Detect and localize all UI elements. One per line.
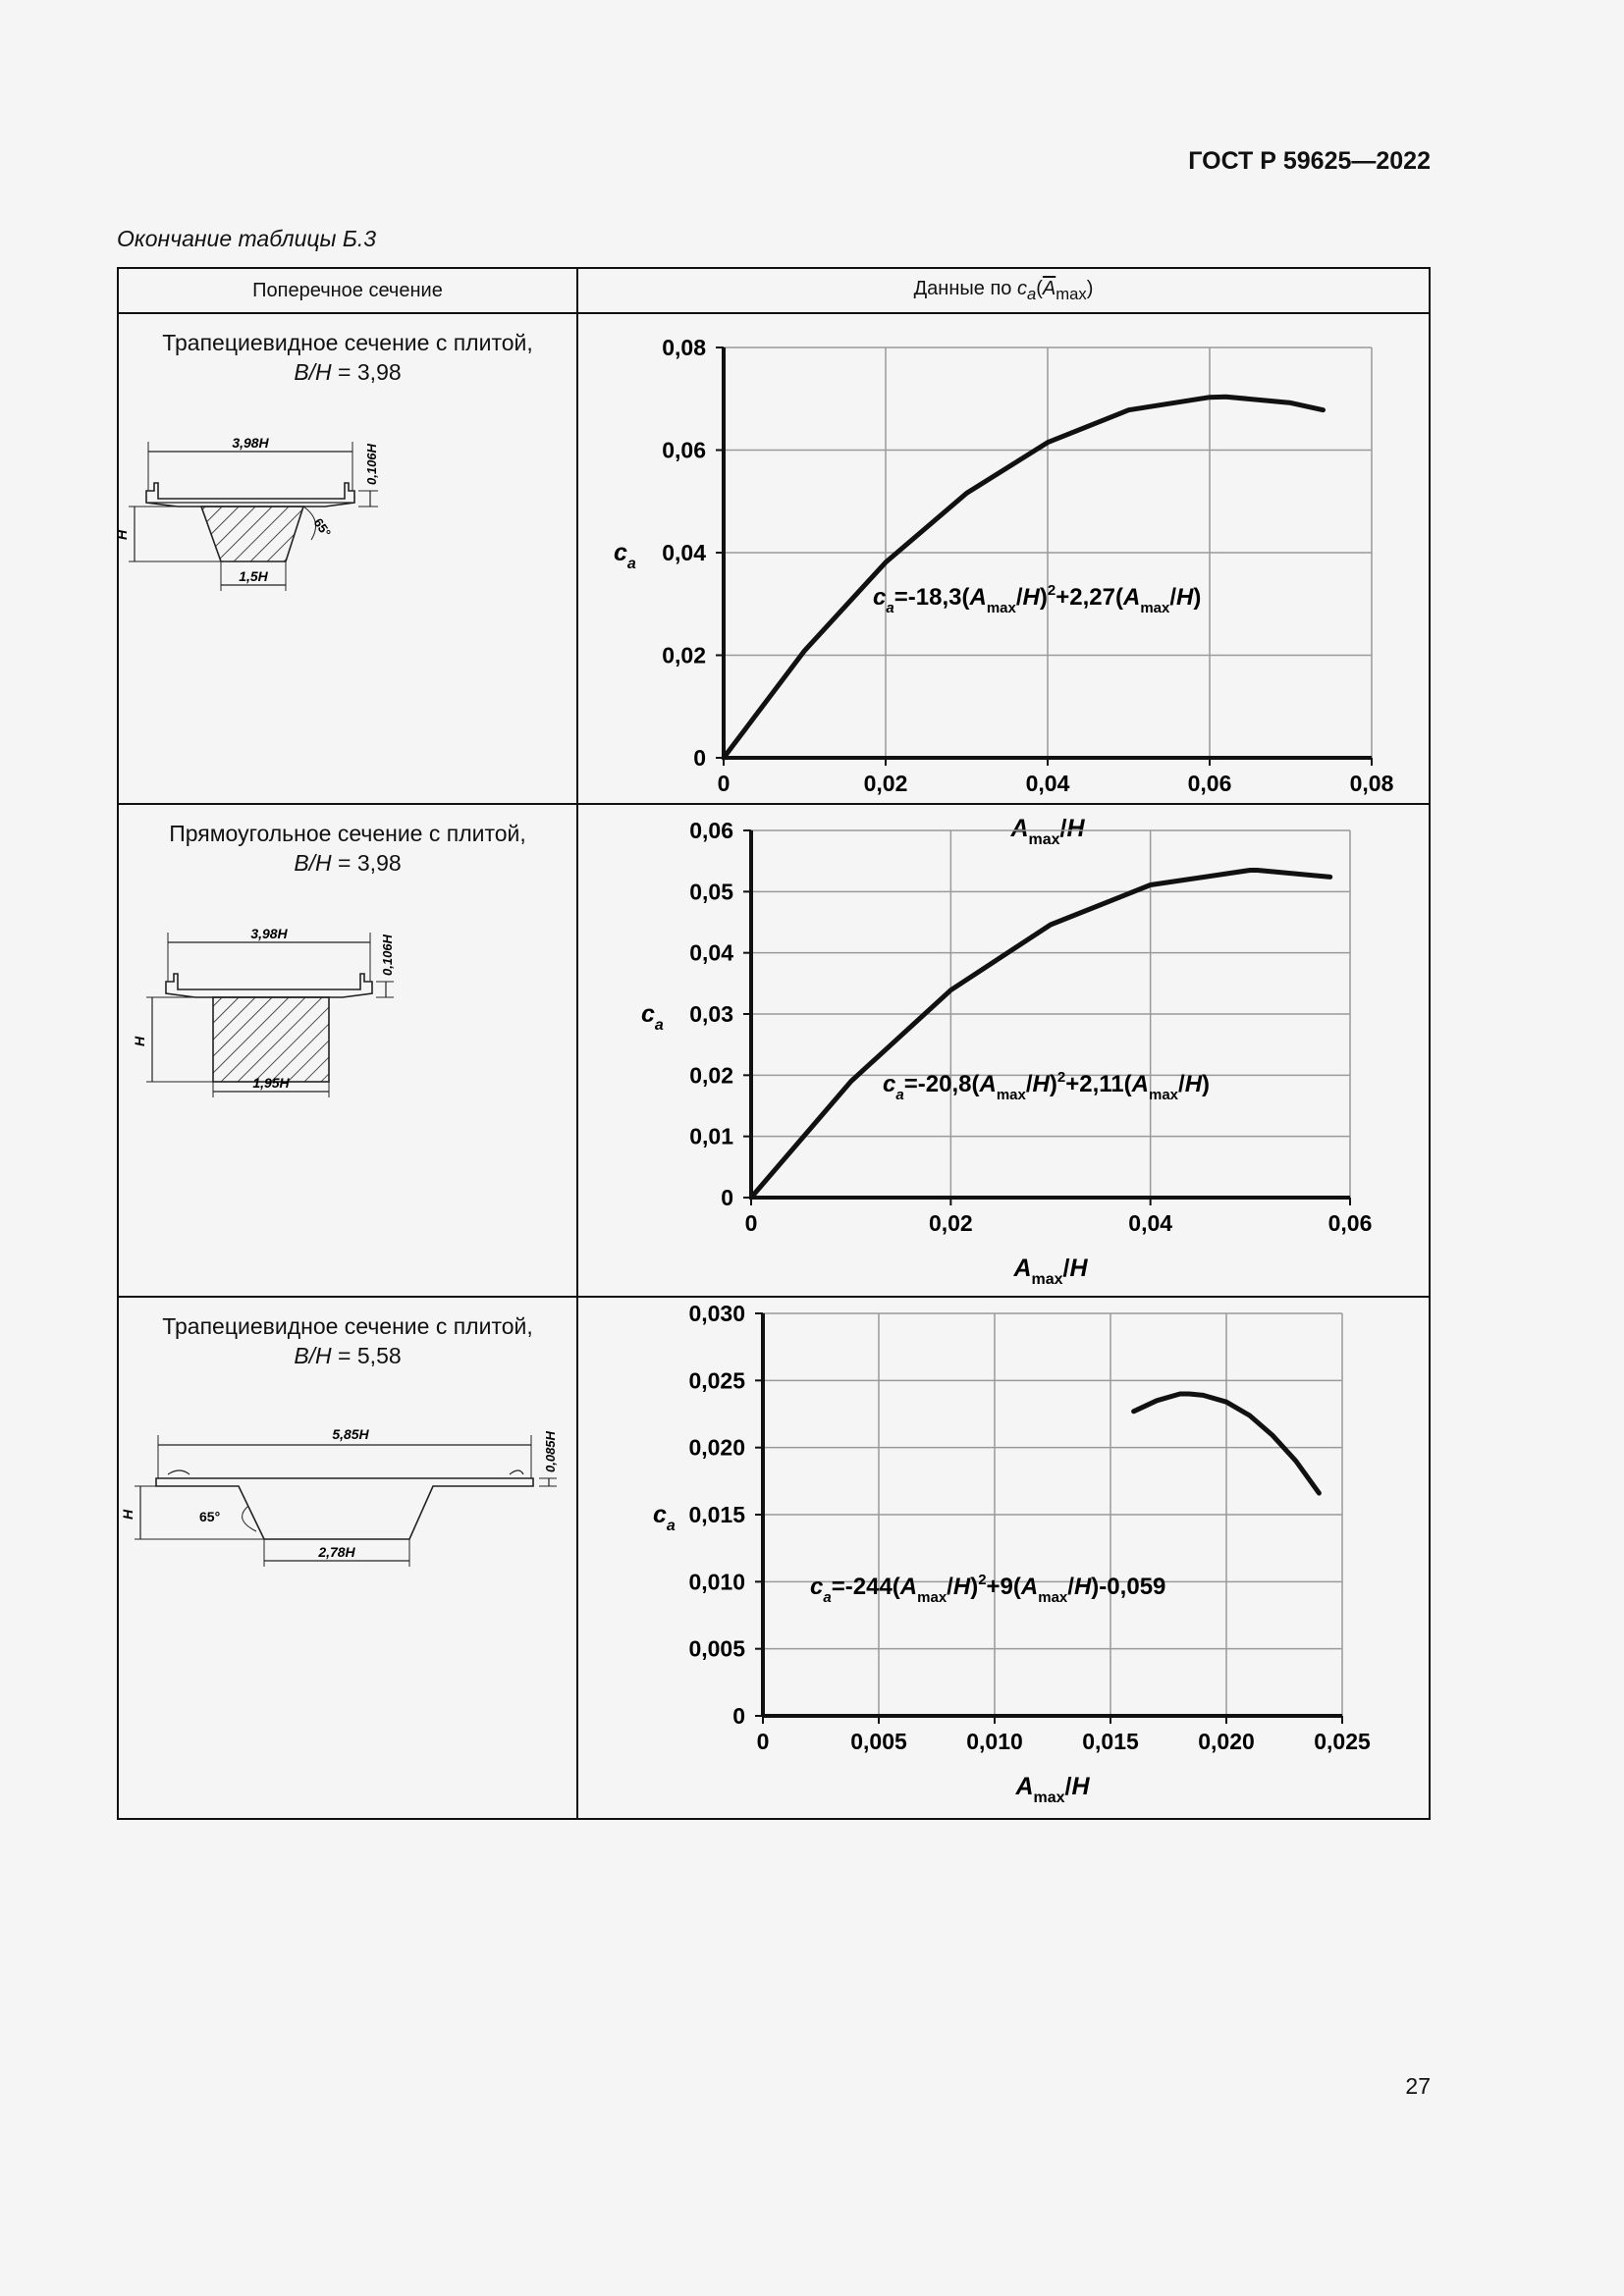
- ca-chart-3: [578, 1298, 1429, 1818]
- x-tick-label: 0: [744, 1210, 758, 1236]
- section-title: Трапециевидное сечение с плитой, B/H = 5,58: [162, 1313, 533, 1368]
- x-tick-label: 0: [756, 1729, 770, 1754]
- thickness-dimension-label: 0,085H: [543, 1431, 558, 1472]
- base-dimension-label: 1,5H: [239, 568, 268, 584]
- y-tick-label: 0,010: [688, 1569, 745, 1595]
- y-tick-label: 0: [732, 1703, 745, 1729]
- y-tick-label: 0,030: [688, 1301, 745, 1326]
- cross-section-drawing: [119, 1376, 576, 1573]
- y-tick-label: 0,06: [689, 818, 733, 843]
- section-data-table: [114, 267, 1431, 1820]
- y-tick-label: 0,08: [662, 335, 706, 360]
- y-tick-label: 0: [721, 1185, 733, 1210]
- x-tick-label: 0,020: [1198, 1729, 1255, 1754]
- y-tick-label: 0,025: [688, 1367, 745, 1394]
- base-dimension-label: 1,95H: [252, 1075, 290, 1091]
- x-tick-label: 0,04: [1128, 1210, 1173, 1236]
- x-tick-label: 0,015: [1082, 1729, 1139, 1754]
- angle-label: 65°: [310, 515, 335, 540]
- x-tick-label: 0,025: [1314, 1729, 1371, 1754]
- y-tick-label: 0: [693, 745, 706, 771]
- table-header-row: [118, 268, 1430, 313]
- chart-cell: [577, 804, 1430, 1297]
- x-tick-label: 0,06: [1187, 771, 1232, 796]
- y-tick-label: 0,02: [689, 1062, 733, 1089]
- column-header-section: Поперечное сечение: [118, 268, 577, 313]
- cross-section-drawing: [119, 883, 576, 1099]
- angle-label: 65°: [199, 1509, 221, 1524]
- cross-section-drawing: [114, 393, 576, 609]
- x-axis-label: $A_{max}/H$: [1010, 815, 1085, 848]
- series-line: [724, 397, 1324, 758]
- x-tick-label: 0,08: [1349, 771, 1394, 796]
- page-number: 27: [1405, 2073, 1431, 2099]
- table-row: [118, 1297, 1430, 1819]
- height-dimension-label: H: [120, 1509, 135, 1520]
- thickness-dimension-label: 0,106H: [380, 934, 395, 976]
- y-tick-label: 0,05: [689, 879, 733, 905]
- table-row: [118, 804, 1430, 1297]
- height-dimension-label: H: [132, 1036, 147, 1046]
- series-line: [751, 871, 1330, 1199]
- table-caption: Окончание таблицы Б.3: [117, 226, 377, 251]
- section-cell: [114, 313, 577, 804]
- chart-cell: [577, 1297, 1430, 1819]
- height-dimension-label: H: [114, 529, 130, 540]
- x-tick-label: 0,06: [1327, 1210, 1373, 1236]
- y-axis-label: $c_a$: [653, 1501, 676, 1534]
- thickness-dimension-label: 0,106H: [364, 444, 379, 485]
- base-dimension-label: 2,78H: [318, 1544, 355, 1560]
- equation-label: $c_a=-18,3(A_{max}/H)^2+2,27(A_{max}/H)$: [873, 582, 1202, 616]
- section-title: Трапециевидное сечение с плитой, B/H = 3,98: [162, 330, 533, 385]
- document-code: ГОСТ Р 59625—2022: [1188, 147, 1431, 175]
- table-row: [118, 313, 1430, 804]
- ca-chart-1: [578, 314, 1429, 848]
- width-dimension-label: 3,98H: [232, 435, 269, 451]
- column-header-data: Данные по $c_a(\overline{A}_{max})$: [577, 268, 1430, 313]
- section-title: Прямоугольное сечение с плитой, B/H = 3,98: [169, 821, 526, 876]
- y-tick-label: 0,02: [662, 642, 706, 668]
- x-tick-label: 0,02: [928, 1210, 973, 1236]
- x-axis-label: $A_{max}/H$: [1013, 1255, 1088, 1288]
- y-tick-label: 0,015: [688, 1502, 745, 1527]
- y-tick-label: 0,06: [662, 437, 706, 463]
- y-tick-label: 0,020: [688, 1434, 745, 1461]
- equation-label: $c_a=-244(A_{max}/H)^2+9(A_{max}/H)-0,059$: [810, 1572, 1166, 1606]
- x-tick-label: 0: [717, 771, 731, 796]
- x-tick-label: 0,02: [863, 771, 908, 796]
- y-tick-label: 0,01: [689, 1123, 733, 1149]
- x-tick-label: 0,04: [1025, 771, 1070, 796]
- x-tick-label: 0,010: [966, 1729, 1023, 1754]
- chart-cell: [577, 313, 1430, 848]
- section-cell: [118, 1297, 577, 1819]
- section-cell: [118, 804, 577, 1297]
- y-tick-label: 0,03: [689, 1001, 733, 1027]
- y-tick-label: 0,04: [689, 939, 733, 966]
- y-axis-label: $c_a$: [614, 539, 636, 572]
- y-tick-label: 0,04: [662, 540, 706, 565]
- equation-label: $c_a=-20,8(A_{max}/H)^2+2,11(A_{max}/H)$: [883, 1069, 1211, 1103]
- y-axis-label: $c_a$: [641, 1000, 664, 1034]
- width-dimension-label: 3,98H: [250, 926, 288, 941]
- x-tick-label: 0,005: [850, 1729, 907, 1754]
- x-axis-label: $A_{max}/H$: [1015, 1773, 1090, 1806]
- y-tick-label: 0,005: [688, 1635, 745, 1662]
- ca-chart-2: [578, 805, 1429, 1296]
- width-dimension-label: 5,85H: [332, 1426, 369, 1442]
